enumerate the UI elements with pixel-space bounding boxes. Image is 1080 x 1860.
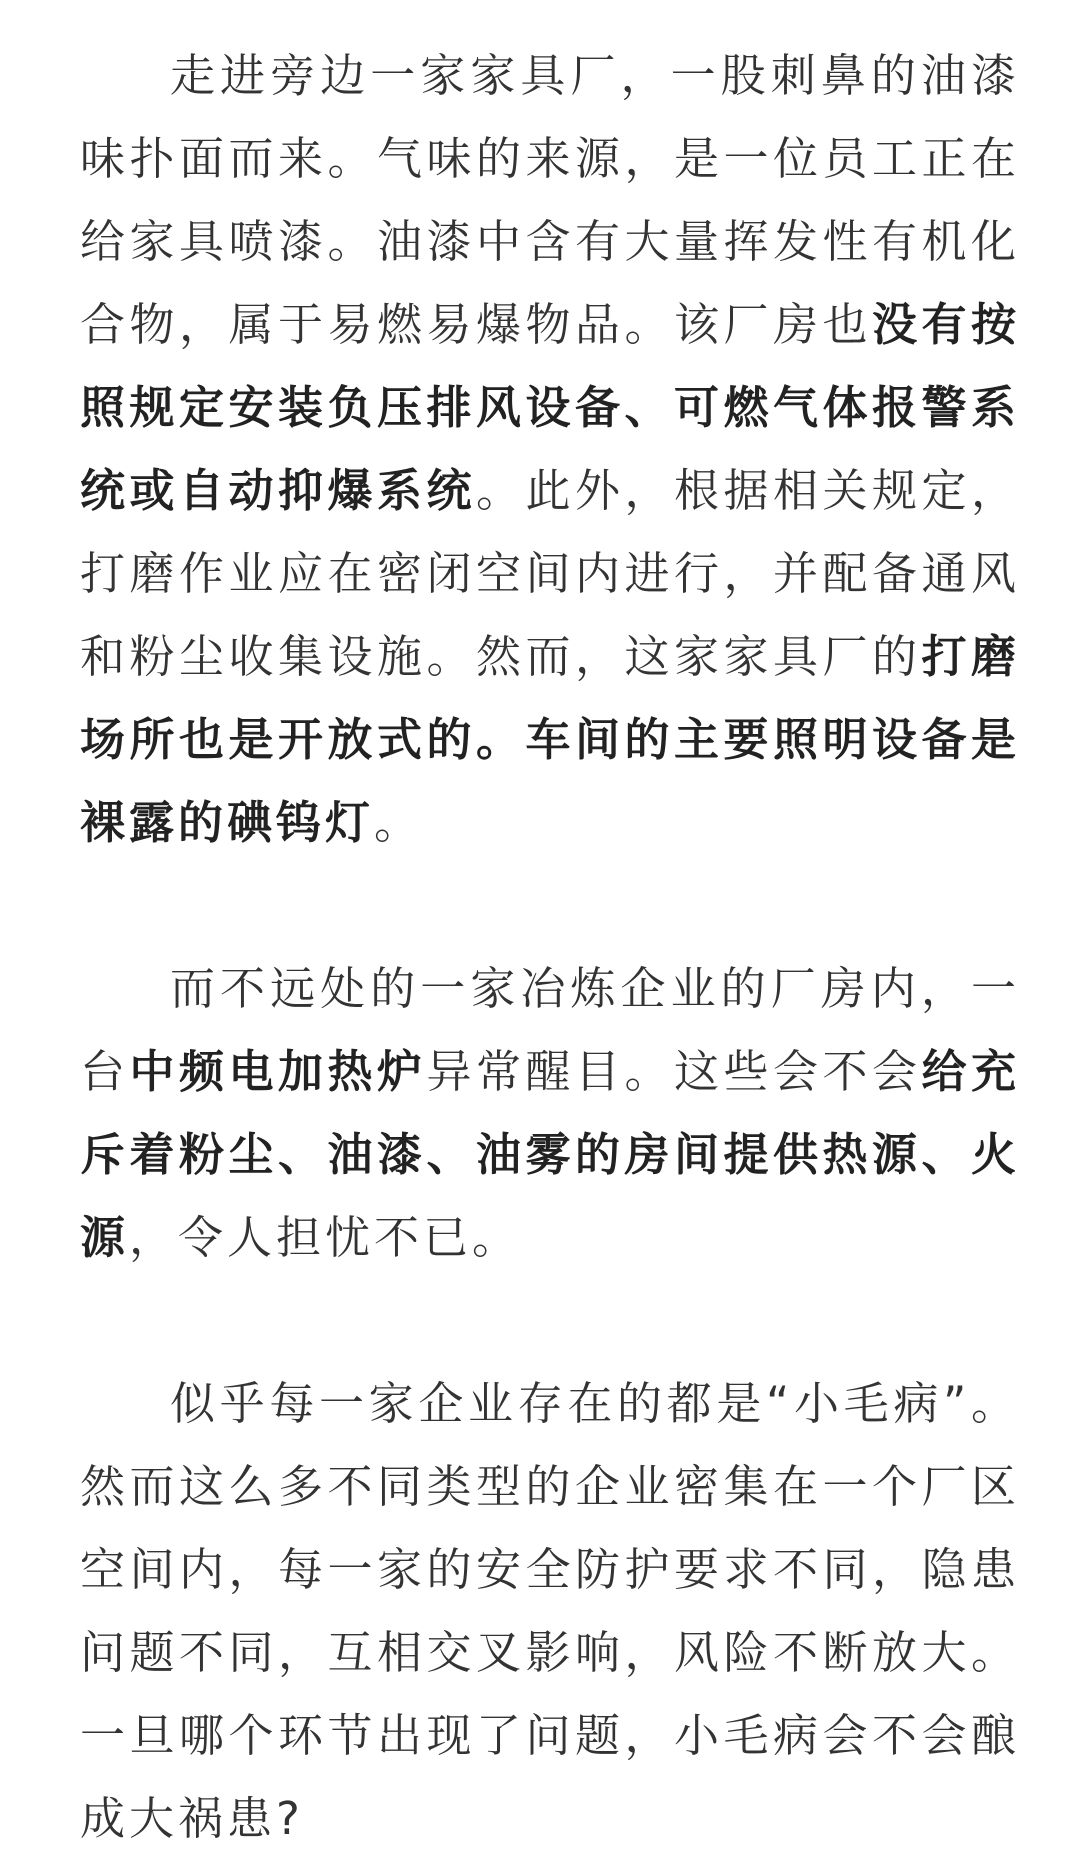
emphasized-text: 给充斥着粉尘、油漆、油雾的房间提供热源、火源 bbox=[80, 1045, 1020, 1264]
emphasized-text: 没有按照规定安装负压排风设备、可燃气体报警系统或自动抑爆系统 bbox=[80, 298, 1020, 517]
article-body bbox=[80, 34, 1020, 1860]
emphasized-text: 打磨场所也是开放式的。车间的主要照明设备是裸露的碘钨灯 bbox=[80, 630, 1020, 849]
paragraph-text: 似乎每一家企业存在的都是“小毛病”。然而这么多不同类型的企业密集在一个厂区空间内，每一家的安全防护要求不同，隐患问题不同，互相交叉影响，风险不断放大。一旦哪个环节出现了问题，小毛病会不会酿成大祸患? bbox=[80, 1377, 1020, 1845]
emphasized-text: 中频电加热炉 bbox=[129, 1045, 427, 1098]
paragraph-furniture-factory bbox=[80, 34, 1020, 864]
paragraph-text: 异常醒目。这些会不会 bbox=[426, 1045, 922, 1098]
paragraph-text: 而不远处的一家冶炼企业的厂房内，一台 bbox=[80, 962, 1020, 1098]
paragraph-text: 。此外，根据相关规定，打磨作业应在密闭空间内进行，并配备通风和粉尘收集设施。然而，这家家具厂的 bbox=[80, 464, 1020, 683]
paragraph-small-problems bbox=[80, 1362, 1020, 1860]
paragraph-text: 走进旁边一家家具厂，一股刺鼻的油漆味扑面而来。气味的来源，是一位员工正在给家具喷漆。油漆中含有大量挥发性有机化合物，属于易燃易爆物品。该厂房也 bbox=[80, 49, 1020, 351]
paragraph-smelting-enterprise bbox=[80, 947, 1020, 1279]
paragraph-text: 。 bbox=[374, 796, 424, 849]
paragraph-text: ，令人担忧不已。 bbox=[129, 1211, 522, 1264]
